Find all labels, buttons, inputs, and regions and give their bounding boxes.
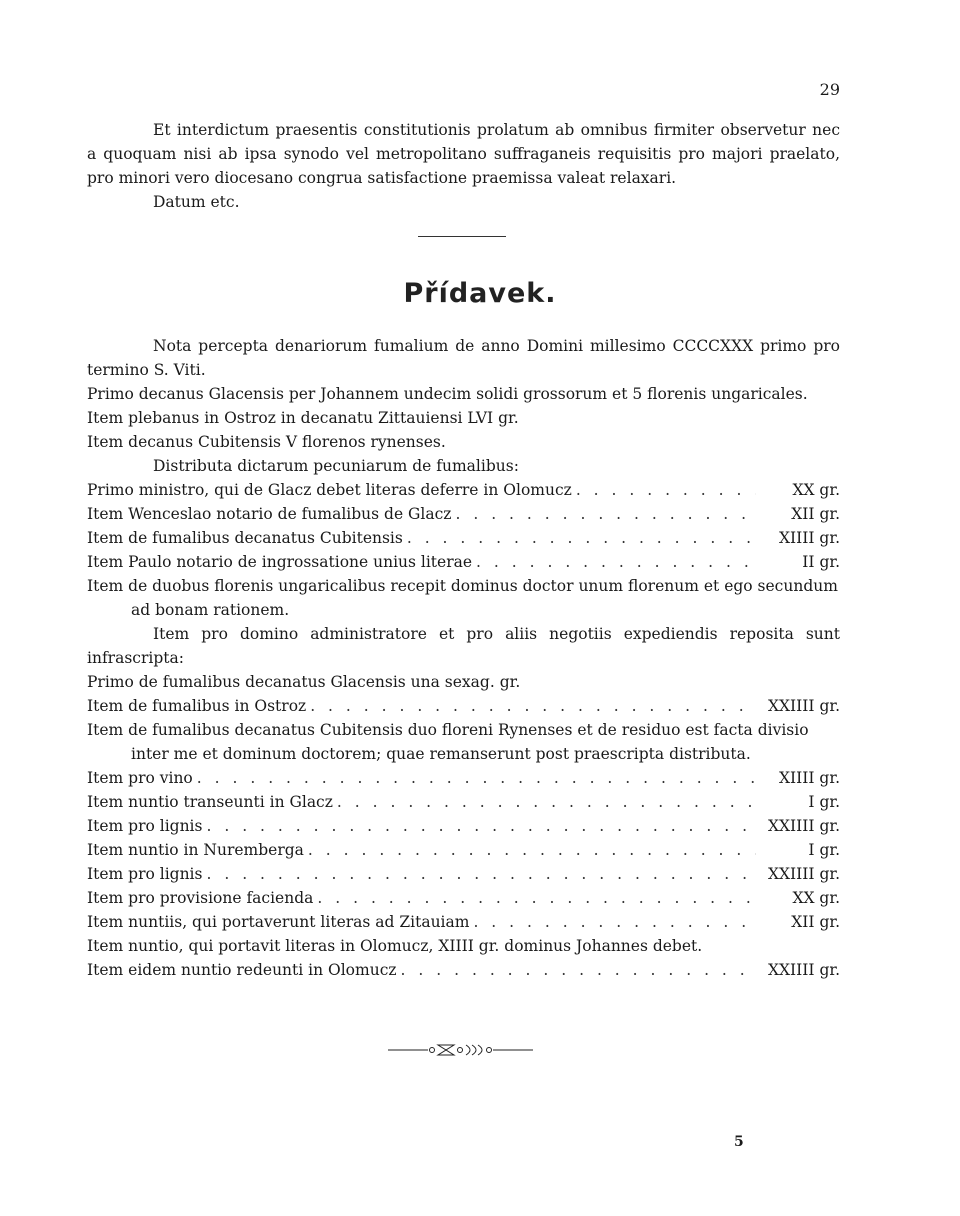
entry-amount: XXIIII gr. xyxy=(767,865,840,883)
intro-section xyxy=(87,118,840,214)
entry-desc: Item pro provisione facienda xyxy=(87,889,314,907)
note-line: Item de duobus florenis ungaricalibus recepit dominus doctor unum florenum et ego secundum xyxy=(87,577,838,595)
entry-desc: Item de fumalibus in Ostroz xyxy=(87,697,307,715)
entry-desc: Item nuntio transeunti in Glacz xyxy=(87,793,333,811)
section-heading: Přídavek. xyxy=(403,278,557,309)
leader-dots xyxy=(304,838,756,862)
entry-amount: XIIII gr. xyxy=(778,769,840,787)
entry-amount: XXIIII gr. xyxy=(767,961,840,979)
leader-dots xyxy=(403,526,756,550)
datum-line: Datum etc. xyxy=(153,193,240,211)
leader-dots xyxy=(472,550,756,574)
ledger-entry xyxy=(87,478,840,502)
entry-amount: XII gr. xyxy=(791,505,840,523)
entry-desc: Item de fumalibus decanatus Cubitensis xyxy=(87,529,403,547)
ledger-entry xyxy=(87,838,840,862)
entry-amount: XX gr. xyxy=(792,889,840,907)
nota-line: Item decanus Cubitensis V florenos rynenses. xyxy=(87,433,446,451)
leader-dots xyxy=(306,694,756,718)
page-number: 29 xyxy=(819,80,840,99)
leader-dots xyxy=(202,814,756,838)
administratore-paragraph: Item pro domino administratore et pro aliis negotiis expediendis reposita sunt infrascripta: xyxy=(87,625,840,667)
entry-amount: I gr. xyxy=(808,793,840,811)
nota-paragraph: Nota percepta denariorum fumalium de anno Domini millesimo CCCCXXX primo pro termino S. Viti. xyxy=(87,337,840,379)
entry-amount: XX gr. xyxy=(792,481,840,499)
ledger-entry xyxy=(87,886,840,910)
nota-line: Primo decanus Glacensis per Johannem undecim solidi grossorum et 5 florenis ungaricales. xyxy=(87,385,808,403)
leader-dots xyxy=(469,910,756,934)
ledger-entry xyxy=(87,526,840,550)
leader-dots xyxy=(451,502,756,526)
entry-amount: XXIIII gr. xyxy=(767,697,840,715)
entry-desc: Item pro vino xyxy=(87,769,193,787)
entry-desc: Item eidem nuntio redeunti in Olomucz xyxy=(87,961,397,979)
entry-desc: Primo ministro, qui de Glacz debet literas deferre in Olomucz xyxy=(87,481,572,499)
ornament-divider xyxy=(388,1042,533,1058)
entry-desc: Item pro lignis xyxy=(87,865,203,883)
entry-amount: II gr. xyxy=(802,553,840,571)
olomucz-line: Item nuntio, qui portavit literas in Olomucz, XIIII gr. dominus Johannes debet. xyxy=(87,937,703,955)
note-continuation: ad bonam rationem. xyxy=(131,601,290,619)
section-divider xyxy=(418,236,506,237)
main-text xyxy=(87,334,840,982)
ledger-entry xyxy=(87,790,840,814)
nota-line: Item plebanus in Ostroz in decanatu Zittauiensi LVI gr. xyxy=(87,409,519,427)
intro-paragraph: Et interdictum praesentis constitutionis prolatum ab omnibus firmiter observetur nec a quoquam nisi ab ipsa synodo vel metropolitano suffraganeis requisitis pro majori praelato, pro minori vero diocesano congrua satisfactione praemissa valeat relaxari. xyxy=(87,121,840,187)
cubitensis-line: Item de fumalibus decanatus Cubitensis duo floreni Rynenses et de residuo est facta divisio xyxy=(87,721,809,739)
entry-desc: Item nuntiis, qui portaverunt literas ad Zitauiam xyxy=(87,913,470,931)
leader-dots xyxy=(313,886,756,910)
entry-amount: XIIII gr. xyxy=(778,529,840,547)
leader-dots xyxy=(397,958,756,982)
entry-desc: Item pro lignis xyxy=(87,817,203,835)
cubitensis-continuation: inter me et dominum doctorem; quae remanserunt post praescripta distributa. xyxy=(131,745,751,763)
distributa-heading: Distributa dictarum pecuniarum de fumalibus: xyxy=(153,457,519,475)
entry-desc: Item Wenceslao notario de fumalibus de Glacz xyxy=(87,505,452,523)
ledger-entry xyxy=(87,502,840,526)
ledger-entry xyxy=(87,766,840,790)
ledger-entry xyxy=(87,862,840,886)
entry-desc: Item Paulo notario de ingrossatione unius literae xyxy=(87,553,473,571)
signature-mark: 5 xyxy=(734,1134,744,1150)
leader-dots xyxy=(333,790,756,814)
entry-amount: XII gr. xyxy=(791,913,840,931)
entry-amount: I gr. xyxy=(808,841,840,859)
ledger-entry xyxy=(87,958,840,982)
leader-dots xyxy=(572,478,756,502)
ledger-entry xyxy=(87,814,840,838)
entry-desc: Item nuntio in Nuremberga xyxy=(87,841,304,859)
leader-dots xyxy=(193,766,756,790)
ledger-entry xyxy=(87,550,840,574)
leader-dots xyxy=(202,862,756,886)
ledger-entry xyxy=(87,694,840,718)
entry-amount: XXIIII gr. xyxy=(767,817,840,835)
ledger-entry xyxy=(87,910,840,934)
glacensis-line: Primo de fumalibus decanatus Glacensis una sexag. gr. xyxy=(87,673,521,691)
